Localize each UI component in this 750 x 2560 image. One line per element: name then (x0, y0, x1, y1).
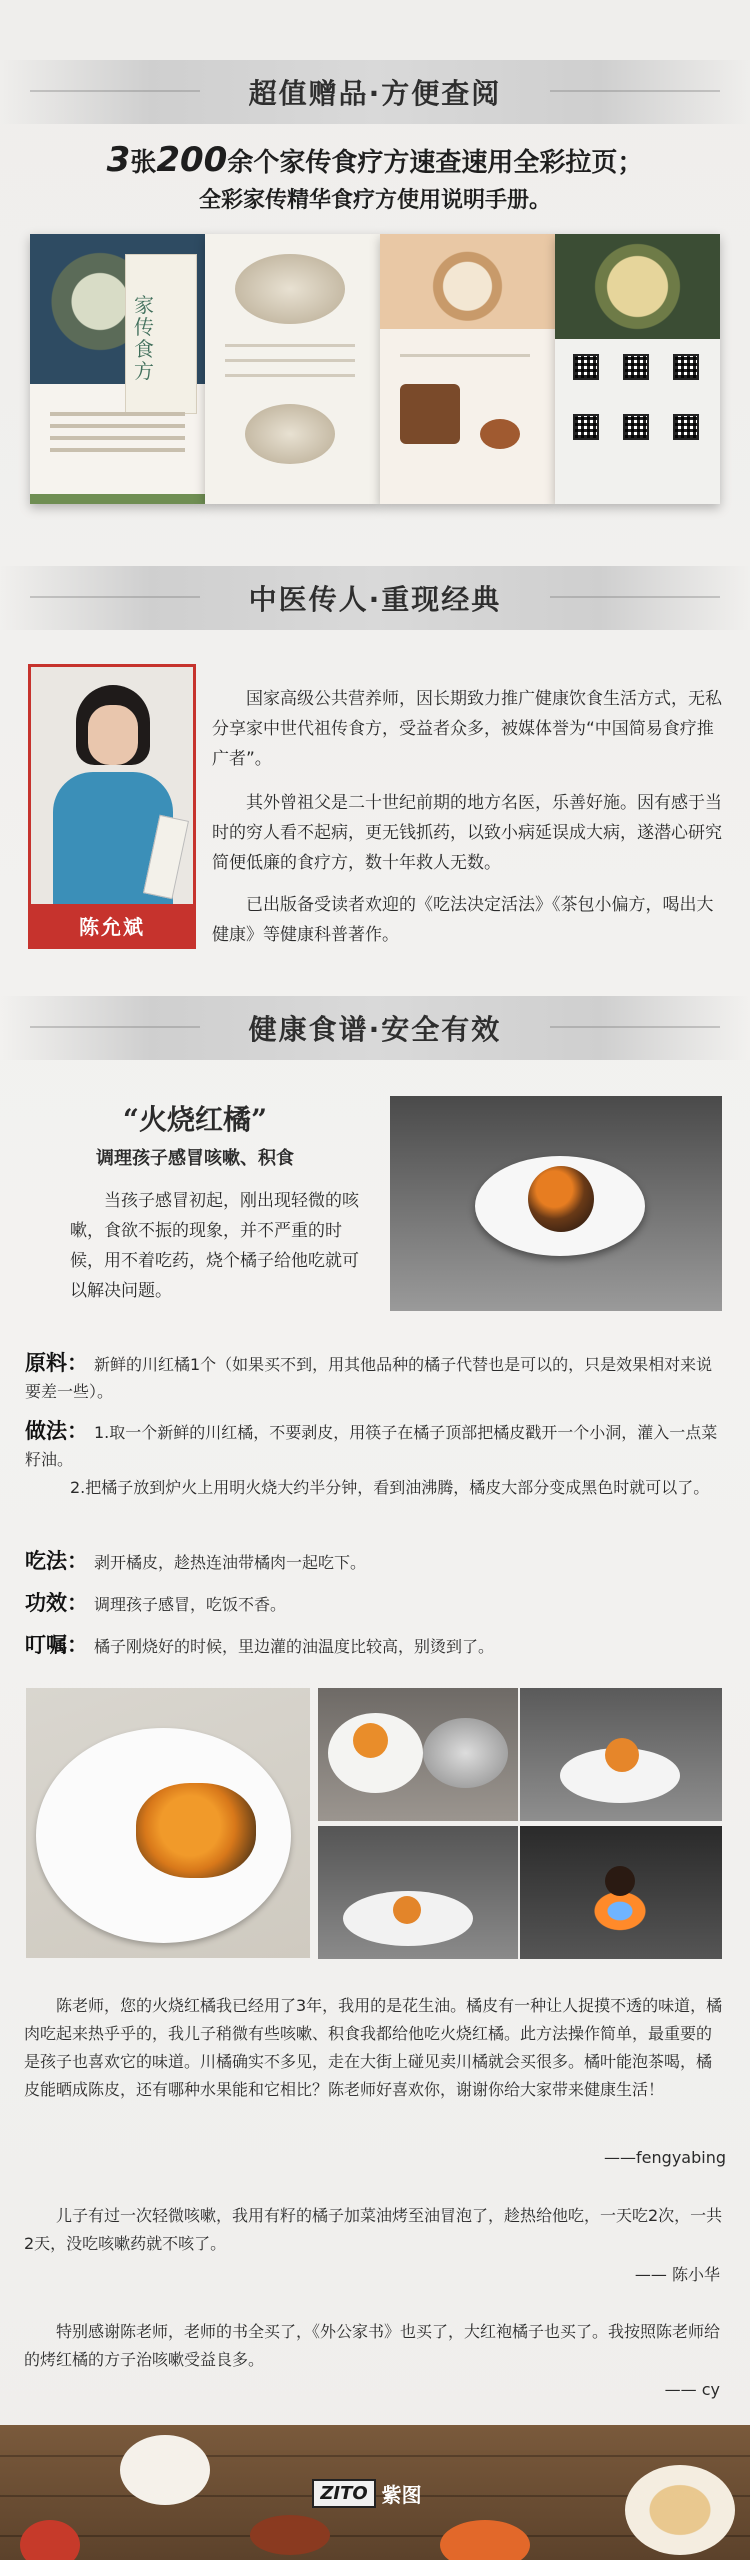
note-row: 叮嘱： 橘子刚烧好的时候，里边灌的油温度比较高，别烫到了。 (25, 1633, 495, 1657)
section-title-recipe: 健康食谱·安全有效 (248, 1013, 502, 1046)
qr-code-icon (673, 354, 699, 380)
author-name-badge (31, 904, 193, 946)
step-photo-oil (318, 1688, 518, 1821)
logo-cn: 紫图 (381, 2482, 422, 2507)
ingredients-row: 原料： 新鲜的川红橘1个（如果买不到，用其他品种的橘子代替也是可以的，只是效果相对来说要差一些）。 (25, 1351, 713, 1401)
author-photo (28, 664, 196, 949)
promo-line-1: 3张200余个家传食疗方速查速用全彩拉页； (106, 140, 644, 180)
recipe-title: “火烧红橘” (122, 1103, 268, 1136)
section-title-author: 中医传人·重现经典 (248, 583, 502, 616)
footer-banner (0, 2425, 750, 2560)
section-banner-gifts (0, 60, 750, 124)
section-banner-recipe (0, 996, 750, 1060)
publisher-logo (292, 2473, 442, 2513)
brochure-cover-title: 家传食方 (134, 293, 154, 383)
recipe-intro: 当孩子感冒初起，刚出现轻微的咳嗽，食欲不振的现象，并不严重的时候，用不着吃药，烧个橘子给他吃就可以解决问题。 (70, 1191, 359, 1301)
testimonial-1: 陈老师，您的火烧红橘我已经用了3年，我用的是花生油。橘皮有一种让人捉摸不透的味道，橘肉吃起来热乎乎的，我儿子稍微有些咳嗽、积食我都给他吃火烧红橘。此方法操作简单，最重要的是孩子也喜欢它的味道。川橘确实不多见，走在大街上碰见卖川橘就会买很多。橘叶能泡茶喝，橘皮能晒成陈皮，还有哪种水果能和它相比？陈老师好喜欢你，谢谢你给大家带来健康生活！ (24, 1996, 723, 2099)
testimonial-2: 儿子有过一次轻微咳嗽，我用有籽的橘子加菜油烤至油冒泡了，趁热给他吃，一天吃2次，一共2天，没吃咳嗽药就不咳了。 (24, 2206, 723, 2253)
testimonial-2-sign: —— 陈小华 (634, 2265, 720, 2284)
brochure-panel-3 (380, 234, 555, 504)
section-title-gifts: 超值赠品·方便查阅 (248, 77, 502, 110)
qr-code-icon (623, 414, 649, 440)
qr-code-icon (573, 414, 599, 440)
section-banner-author (0, 566, 750, 630)
qr-code-icon (623, 354, 649, 380)
author-bio-3: 已出版备受读者欢迎的《吃法决定活法》《茶包小偏方，喝出大健康》等健康科普著作。 (212, 895, 714, 945)
method-row-2: 2.把橘子放到炉火上用明火烧大约半分钟，看到油沸腾，橘皮大部分变成黑色时就可以了。 (70, 1478, 710, 1497)
bowl-icon (625, 2465, 735, 2555)
bowl-icon (120, 2435, 210, 2505)
recipe-subtitle: 调理孩子感冒咳嗽、积食 (96, 1148, 294, 1169)
author-bio-1: 国家高级公共营养师，因长期致力推广健康饮食生活方式，无私分享家中世代祖传食方，受益者众多，被媒体誉为“中国简易食疗推广者”。 (212, 689, 722, 769)
testimonial-3: 特别感谢陈老师，老师的书全买了，《外公家书》也买了，大红袍橘子也买了。我按照陈老师给的烤红橘的方子治咳嗽受益良多。 (24, 2322, 721, 2369)
qr-code-icon (673, 414, 699, 440)
effect-row: 功效： 调理孩子感冒，吃饭不香。 (25, 1591, 287, 1615)
brochure-panel-2 (205, 234, 380, 504)
logo-en: ZITO (312, 2479, 375, 2508)
testimonial-3-sign: —— cy (664, 2380, 720, 2399)
brochure-panel-qr (555, 234, 720, 504)
qr-code-icon (573, 354, 599, 380)
author-bio-2: 其外曾祖父是二十世纪前期的地方名医，乐善好施。因有感于当时的穷人看不起病，更无钱抓药，以致小病延误成大病，遂潜心研究简便低廉的食疗方，数十年救人无数。 (212, 793, 722, 873)
peeled-orange-photo (26, 1688, 310, 1958)
method-row: 做法： 1.取一个新鲜的川红橘，不要剥皮，用筷子在橘子顶部把橘皮戳开一个小洞，灌入一点菜籽油。 (25, 1419, 718, 1469)
author-name: 陈允斌 (79, 914, 145, 939)
roasted-orange-photo (390, 1096, 722, 1311)
testimonial-1-sign: ——fengyabing (604, 2148, 726, 2167)
step-photo-flame (520, 1826, 722, 1959)
eat-row: 吃法： 剥开橘皮，趁热连油带橘肉一起吃下。 (25, 1549, 367, 1573)
step-photo-pour (318, 1826, 518, 1959)
step-photo-poke (520, 1688, 722, 1821)
brochure-image (30, 234, 720, 504)
promo-line-2: 全彩家传精华食疗方使用说明手册。 (198, 188, 551, 213)
brochure-panel-cover (30, 234, 205, 504)
